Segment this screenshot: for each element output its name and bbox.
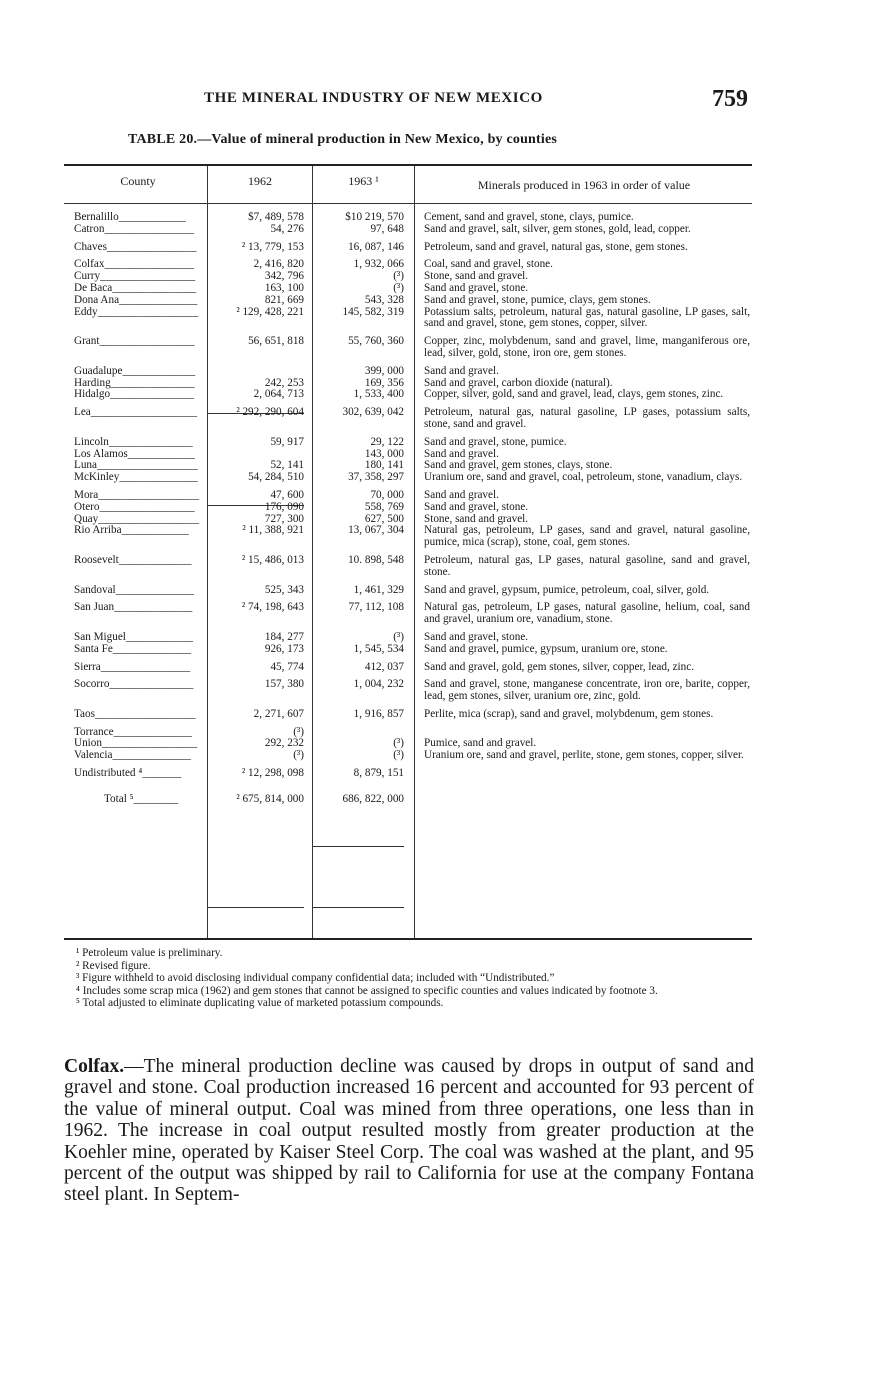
value-1962-cell: $7, 489, 578 — [248, 211, 304, 223]
table-row — [64, 794, 754, 806]
table-row — [64, 366, 754, 378]
value-1962-cell: ² 13, 779, 153 — [241, 240, 304, 253]
table-header-rule — [64, 203, 752, 204]
county-cell: Grant_________________ — [74, 336, 195, 348]
table-row — [64, 490, 754, 502]
footnote: ⁵ Total adjusted to eliminate duplicating value of marketed potassium compounds. — [76, 997, 444, 1010]
value-1963-cell: 1, 545, 534 — [353, 642, 404, 655]
county-cell: Lincoln_______________ — [74, 436, 193, 448]
minerals-cell: Pumice, sand and gravel. — [424, 737, 537, 750]
county-cell: Chaves________________ — [74, 241, 197, 253]
minerals-cell: Sand and gravel, stone, pumice. — [424, 435, 567, 448]
county-cell: Socorro_______________ — [74, 679, 194, 691]
value-1962-cell: 54, 276 — [270, 222, 304, 235]
county-cell: Curry_________________ — [74, 271, 196, 283]
table-row — [64, 768, 754, 780]
table-row — [64, 407, 754, 431]
page-number: 759 — [712, 86, 748, 112]
footnotes — [64, 948, 754, 1011]
county-cell: Bernalillo____________ — [74, 212, 186, 223]
minerals-cell: Sand and gravel, gold, gem stones, silver, copper, lead, zinc. — [424, 660, 695, 673]
value-1963-cell: 8, 879, 151 — [353, 767, 404, 780]
value-1963-cell: 302, 639, 042 — [342, 406, 404, 419]
county-cell: Torrance______________ — [74, 726, 192, 738]
county-cell: Union_________________ — [74, 738, 198, 750]
county-cell: Quay__________________ — [74, 513, 199, 525]
minerals-cell: Stone, sand and gravel. — [424, 270, 529, 283]
county-cell: Santa Fe______________ — [74, 643, 192, 655]
minerals-cell: Potassium salts, petroleum, natural gas, natural gasoline, LP gases, salt, sand and gravel, stone, gem stones, copper, silver. — [424, 305, 750, 330]
value-1962-cell: ² 11, 388, 921 — [242, 524, 304, 537]
value-1962-cell: ² 675, 814, 000 — [236, 792, 304, 805]
column-header-minerals: Minerals produced in 1963 in order of value — [477, 178, 691, 192]
table-bottom-rule — [64, 938, 752, 940]
county-cell: Sandoval______________ — [74, 584, 194, 596]
table-row — [64, 259, 754, 271]
county-cell: Luna__________________ — [74, 460, 198, 472]
minerals-cell — [424, 768, 750, 780]
table-row — [64, 307, 754, 331]
minerals-cell: Sand and gravel. — [424, 447, 499, 460]
value-1963-cell: 10. 898, 548 — [348, 553, 404, 566]
minerals-cell: Cement, sand and gravel, stone, clays, pumice. — [424, 211, 634, 223]
table-row — [64, 295, 754, 307]
county-cell: Lea___________________ — [74, 407, 198, 419]
county-cell: De Baca_______________ — [74, 282, 197, 294]
value-1962-cell: ² 129, 428, 221 — [236, 305, 304, 318]
minerals-cell: Sand and gravel, gypsum, pumice, petroleum, coal, silver, gold. — [424, 583, 710, 596]
minerals-cell: Stone, sand and gravel. — [424, 512, 529, 525]
value-1963-cell: 543, 328 — [364, 293, 404, 306]
value-1963-cell: (³) — [393, 630, 404, 643]
value-1963-cell: (³) — [393, 749, 404, 762]
county-cell: Taos__________________ — [74, 708, 196, 720]
table-row — [64, 632, 754, 644]
county-cell: Catron________________ — [74, 223, 194, 235]
value-1962-cell: 47, 600 — [270, 488, 304, 501]
value-1962-cell: 2, 416, 820 — [253, 258, 304, 271]
table-row — [64, 502, 754, 514]
value-1962-cell: (³) — [293, 749, 304, 762]
county-cell: Los Alamos____________ — [74, 448, 195, 460]
table-row — [64, 271, 754, 283]
value-1963-cell: 77, 112, 108 — [348, 601, 404, 614]
county-cell: McKinley______________ — [74, 472, 198, 484]
minerals-cell: Petroleum, natural gas, natural gasoline, LP gases, potassium salts, stone, sand and gravel. — [424, 406, 750, 430]
table-row — [64, 679, 754, 703]
minerals-cell: Perlite, mica (scrap), sand and gravel, molybdenum, gem stones. — [424, 707, 714, 720]
county-cell: Otero_________________ — [74, 501, 195, 513]
minerals-cell: Coal, sand and gravel, stone. — [424, 258, 553, 271]
value-1963-cell: 37, 358, 297 — [348, 471, 404, 484]
table-row — [64, 709, 754, 721]
footnote: ² Revised figure. — [76, 959, 151, 972]
value-1962-cell: 2, 064, 713 — [253, 388, 304, 401]
table-row — [64, 224, 754, 236]
value-1963-cell: 97, 648 — [370, 222, 404, 235]
value-1963-cell: 1, 004, 232 — [353, 678, 404, 691]
value-1963-cell: (³) — [393, 270, 404, 283]
table-row — [64, 644, 754, 656]
value-1963-cell: 399, 000 — [364, 364, 404, 377]
table-row — [64, 602, 754, 626]
table-row — [64, 750, 754, 762]
minerals-cell: Petroleum, sand and gravel, natural gas, stone, gem stones. — [424, 240, 688, 253]
value-1962-cell: 45, 774 — [270, 660, 304, 673]
minerals-cell: Natural gas, petroleum, LP gases, sand and gravel, natural gasoline, pumice, mica (scrap), stone, coal, gem stones. — [424, 524, 750, 549]
paragraph-lead: Colfax. — [64, 1056, 125, 1077]
minerals-cell: Sand and gravel, carbon dioxide (natural). — [424, 376, 613, 389]
value-1963-cell: (³) — [393, 281, 404, 294]
table-row — [64, 336, 754, 360]
value-1963-cell: 1, 916, 857 — [353, 707, 404, 720]
value-1962-cell: 163, 100 — [264, 281, 304, 294]
value-1962-cell: ² 15, 486, 013 — [241, 553, 304, 566]
footnote: ⁴ Includes some scrap mica (1962) and gem stones that cannot be assigned to specific counties and values indicated by footnote 3. — [76, 984, 658, 997]
value-1963-cell: 627, 500 — [364, 512, 404, 525]
county-cell: Total ⁵________ — [104, 793, 179, 805]
county-cell: San Juan______________ — [74, 602, 193, 614]
column-header-1963: 1963 ¹ — [348, 174, 379, 188]
county-cell: Guadalupe_____________ — [74, 365, 196, 377]
value-1963-cell: 16, 087, 146 — [348, 240, 404, 253]
value-1962-cell: 59, 917 — [270, 435, 304, 448]
value-1963-cell: 70, 000 — [370, 488, 404, 501]
value-1963-cell: 55, 760, 360 — [348, 335, 404, 348]
minerals-cell: Sand and gravel, stone, manganese concentrate, iron ore, barite, copper, lead, gem stones, silver, uranium ore, zinc, gold. — [424, 678, 750, 703]
total-1963-rule — [312, 907, 404, 908]
footnote: ³ Figure withheld to avoid disclosing individual company confidential data; included with “Undistributed.” — [76, 972, 555, 985]
county-cell: Eddy__________________ — [74, 306, 199, 318]
table-row — [64, 283, 754, 295]
value-1962-cell: 176, 090 — [264, 500, 304, 513]
value-1962-cell: 2, 271, 607 — [253, 707, 304, 720]
table-row — [64, 525, 754, 549]
minerals-cell: Sand and gravel, stone. — [424, 500, 529, 513]
table-body — [64, 212, 754, 806]
value-1962-cell: ² 12, 298, 098 — [241, 767, 304, 780]
county-cell: Mora__________________ — [74, 489, 199, 501]
county-cell: Rio Arriba____________ — [74, 525, 189, 537]
value-1962-cell: 184, 277 — [264, 630, 304, 643]
value-1963-cell: 1, 461, 329 — [353, 583, 404, 596]
value-1963-cell: 180, 141 — [364, 459, 404, 472]
minerals-cell: Sand and gravel, stone, pumice, clays, gem stones. — [424, 293, 651, 306]
county-cell: San Miguel____________ — [74, 631, 194, 643]
value-1962-cell: 727, 300 — [264, 512, 304, 525]
county-cell: Harding_______________ — [74, 377, 195, 389]
minerals-cell — [424, 794, 750, 806]
county-cell: Hidalgo_______________ — [74, 389, 194, 401]
table-row — [64, 585, 754, 597]
value-1963-cell: 145, 582, 319 — [342, 305, 404, 318]
value-1962-cell: 821, 669 — [264, 293, 304, 306]
county-cell: Valencia______________ — [74, 750, 191, 762]
minerals-cell: Sand and gravel, gem stones, clays, stone. — [424, 459, 613, 472]
value-1963-cell: $10 219, 570 — [345, 211, 404, 223]
county-cell: Colfax________________ — [74, 259, 194, 271]
minerals-cell: Copper, silver, gold, sand and gravel, lead, clays, gem stones, zinc. — [424, 388, 724, 401]
minerals-cell: Sand and gravel, salt, silver, gem stones, gold, lead, copper. — [424, 222, 691, 235]
table-top-rule — [64, 164, 752, 166]
table-row — [64, 662, 754, 674]
minerals-cell: Natural gas, petroleum, LP gases, natural gasoline, helium, coal, sand and gravel, uranium ore, vanadium, stone. — [424, 601, 750, 626]
value-1963-cell: 1, 932, 066 — [353, 258, 404, 271]
body-paragraph — [64, 1056, 754, 1206]
table-row — [64, 437, 754, 449]
column-header-1962: 1962 — [248, 174, 272, 188]
minerals-cell: Sand and gravel, stone. — [424, 630, 529, 643]
value-1962-cell: 242, 253 — [264, 376, 304, 389]
value-1962-cell: 525, 343 — [264, 583, 304, 596]
table-caption: TABLE 20.—Value of mineral production in New Mexico, by counties — [128, 132, 558, 147]
value-1962-cell: 157, 380 — [264, 678, 304, 691]
table-row — [64, 389, 754, 401]
value-1963-cell: 29, 122 — [370, 435, 404, 448]
value-1963-cell: 169, 356 — [364, 376, 404, 389]
county-cell: Dona Ana______________ — [74, 294, 198, 306]
table-row — [64, 472, 754, 484]
table-row — [64, 242, 754, 254]
minerals-cell: Sand and gravel. — [424, 364, 499, 377]
minerals-cell: Petroleum, natural gas, LP gases, natural gasoline, sand and gravel, stone. — [424, 553, 750, 578]
county-cell: Roosevelt_____________ — [74, 554, 192, 566]
table-row — [64, 555, 754, 579]
value-1963-cell: 1, 533, 400 — [353, 388, 404, 401]
page-header — [0, 86, 871, 116]
value-1962-cell: 292, 232 — [264, 737, 304, 750]
value-1963-cell: 412, 037 — [364, 660, 404, 673]
footnote: ¹ Petroleum value is preliminary. — [76, 947, 223, 959]
minerals-cell: Sand and gravel, pumice, gypsum, uranium ore, stone. — [424, 642, 668, 655]
total-1962-rule — [208, 907, 304, 908]
value-1962-cell: 342, 796 — [264, 270, 304, 283]
torrance-1963-dash — [312, 846, 404, 847]
minerals-cell: Copper, zinc, molybdenum, sand and gravel, lime, manganiferous ore, lead, silver, gold, stone, iron ore, gem stones. — [424, 335, 750, 359]
value-1963-cell: 143, 000 — [364, 447, 404, 460]
table-row — [64, 727, 754, 739]
value-1963-cell: 558, 769 — [364, 500, 404, 513]
county-cell: Undistributed ⁴_______ — [74, 768, 182, 780]
value-1962-cell: 56, 651, 818 — [248, 335, 304, 348]
table-row — [64, 449, 754, 461]
value-1962-cell: (³) — [293, 725, 304, 738]
value-1962-cell: ² 292, 290, 604 — [236, 406, 304, 419]
value-1963-cell: 13, 067, 304 — [348, 524, 404, 537]
value-1963-cell: 686, 822, 000 — [342, 792, 404, 805]
value-1962-cell: 52, 141 — [270, 459, 304, 472]
value-1962-cell: 54, 284, 510 — [248, 471, 304, 484]
running-title: THE MINERAL INDUSTRY OF NEW MEXICO — [204, 90, 543, 106]
minerals-cell: Uranium ore, sand and gravel, perlite, stone, gem stones, copper, silver. — [424, 749, 744, 762]
paragraph-text: —The mineral production decline was caused by drops in output of sand and gravel and stone. Coal production increased 16 percent and accounted for 93 percent of the value of mineral output. Coal was mined from three operations, one less than in 1962. The increase in coal output resulted mostly from greater production at the Koehler mine, operated by Kaiser Steel Corp. The coal was washed at the plant, and 95 percent of the output was shipped by rail to California for use at the company Fontana steel plant. In Septem- — [64, 1056, 754, 1206]
county-cell: Sierra________________ — [74, 661, 191, 673]
minerals-cell: Uranium ore, sand and gravel, coal, petroleum, stone, vanadium, clays. — [424, 471, 743, 484]
minerals-cell: Sand and gravel. — [424, 488, 499, 501]
value-1962-cell: 926, 173 — [264, 642, 304, 655]
value-1962-cell: ² 74, 198, 643 — [241, 601, 304, 614]
column-header-county: County — [120, 174, 156, 188]
value-1963-cell: (³) — [393, 737, 404, 750]
minerals-cell: Sand and gravel, stone. — [424, 281, 529, 294]
